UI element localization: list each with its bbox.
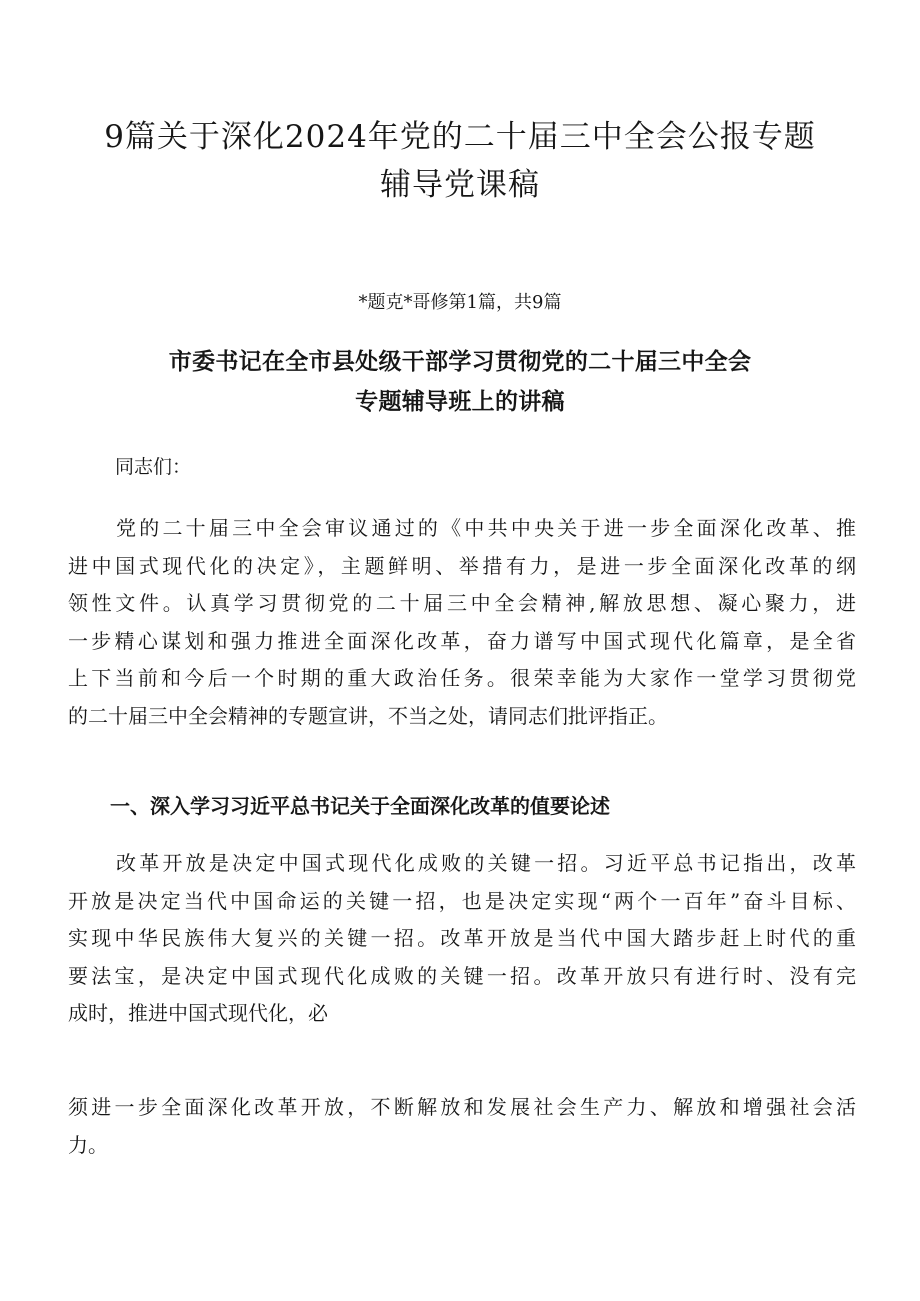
continuation-paragraph xyxy=(68,1089,856,1164)
paragraph-line: 成时，推进中国式现代化，必 xyxy=(68,1001,328,1025)
paragraph-line: 一步精心谋划和强力推进全面深化改革，奋力谱写中国式现代化篇章，是全省 xyxy=(68,628,856,653)
paragraph-line: 须进一步全面深化改革开放，不断解放和发展社会生产力、解放和增强社会活 xyxy=(68,1095,856,1119)
paragraph-line: 领性文件。认真学习贯彻党的二十届三中全会精神,解放思想、凝心聚力，进 xyxy=(68,591,856,615)
paragraph-line: 进中国式现代化的决定》，主题鲜明、举措有力，是进一步全面深化改革的纲 xyxy=(68,553,856,578)
speech-title-line-2: 专题辅导班上的讲稿 xyxy=(355,389,565,415)
paragraph-line: 要法宝，是决定中国式现代化成败的关键一招。改革开放只有进行时、没有完 xyxy=(68,963,856,988)
paragraph-line: 党的二十届三中全会审议通过的《中共中央关于进一步全面深化改革、推 xyxy=(116,516,856,540)
section-heading: 一、深入学习习近平总书记关于全面深化改革的值要论述 xyxy=(110,794,610,818)
speech-title-line-1: 市委书记在全市县处级干部学习贯彻党的二十届三中全会 xyxy=(168,349,752,375)
article-index-label: *题克*哥修第1篇，共9篇 xyxy=(358,292,562,313)
paragraph-line: 开放是决定当代中国命运的关键一招，也是决定实现“两个一百年”奋斗目标、 xyxy=(68,888,856,913)
paragraph-line: 力。 xyxy=(68,1132,108,1157)
paragraph-line: 上下当前和今后一个时期的重大政治任务。很荣幸能为大家作一堂学习贯彻党 xyxy=(68,666,856,690)
salutation: 同志们： xyxy=(115,456,192,478)
intro-paragraph xyxy=(68,510,856,735)
paragraph-line: 实现中华民族伟大复兴的关键一招。改革开放是当代中国大踏步赶上时代的重 xyxy=(68,926,856,950)
speech-title xyxy=(80,342,840,422)
paragraph-line: 的二十届三中全会精神的专题宣讲，不当之处，请同志们批评指正。 xyxy=(68,703,668,728)
document-title-line-1: 9篇关于深化2024年党的二十届三中全会公报专题 xyxy=(104,119,816,155)
document-title xyxy=(60,113,860,209)
document-title-line-2: 辅导党课稿 xyxy=(380,167,540,203)
reform-paragraph xyxy=(68,845,856,1033)
paragraph-line: 改革开放是决定中国式现代化成败的关键一招。习近平总书记指出，改革 xyxy=(116,851,856,875)
